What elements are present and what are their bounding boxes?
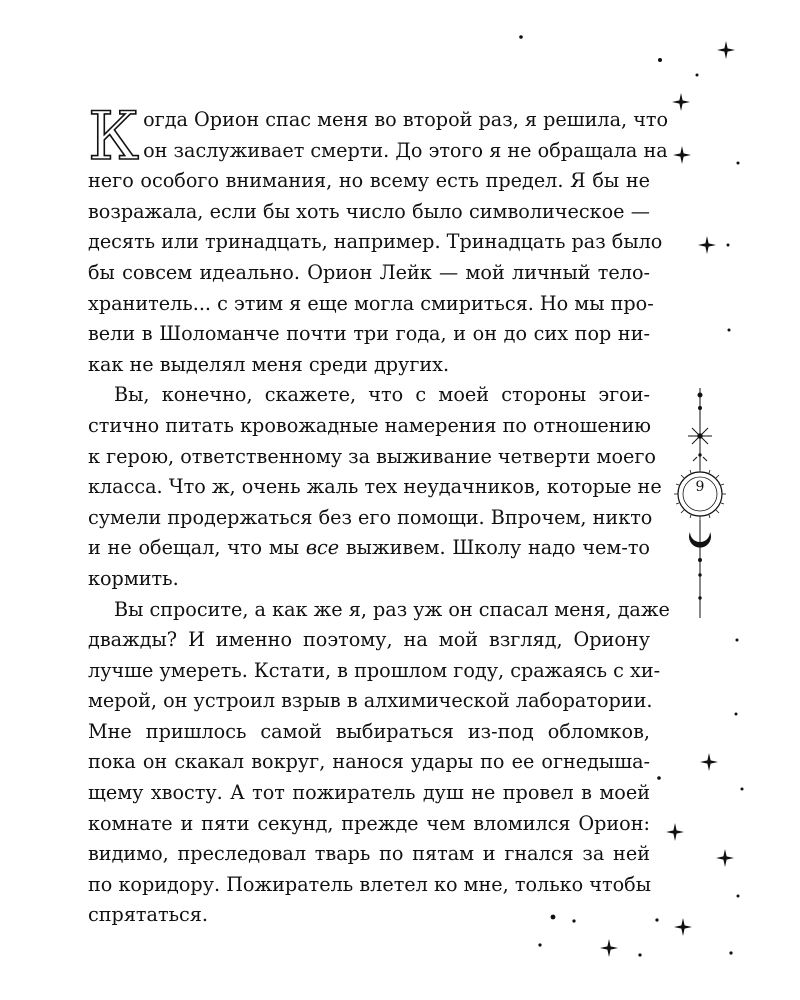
- star-icon: [716, 849, 734, 867]
- text-line: кормить.: [88, 566, 179, 590]
- text-line: Вы спросите, а как же я, раз уж он спасал меня, даже: [114, 597, 670, 621]
- text-line: как не выделял меня среди других.: [88, 352, 450, 376]
- star-icon: [698, 236, 716, 254]
- text-line: видимо, преследовал тварь по пятам и гнался за ней: [88, 842, 650, 866]
- text-segment: выживем. Школу надо чем-то: [339, 536, 650, 560]
- star-icon: [700, 753, 718, 771]
- text-line: Мне пришлось самой выбираться из-под обломков,: [88, 719, 650, 743]
- text-line: он заслуживает смерти. До этого я не обращала на: [143, 138, 668, 162]
- star-icon: [600, 939, 618, 957]
- text-line: стично питать кровожадные намерения по отношению: [88, 413, 652, 437]
- star-icon: [672, 93, 690, 111]
- text-line: [88, 533, 650, 564]
- paragraph-1: [88, 98, 669, 380]
- text-line: щему хвосту. А тот пожиратель душ не провел в моей: [88, 781, 650, 805]
- sun-moon-ornament-icon: [674, 388, 726, 618]
- text-line: дважды? И именно поэтому, на мой взгляд, Ориону: [88, 628, 650, 652]
- text-line: Вы, конечно, скажете, что с моей стороны эгои-: [114, 383, 650, 407]
- text-line: хранитель... с этим я еще могла смириться. Но мы про-: [88, 291, 654, 315]
- text-segment: и не обещал, что мы: [88, 536, 306, 560]
- text-line: бы совсем идеально. Орион Лейк — мой личный тело-: [88, 260, 650, 284]
- text-line: огда Орион спас меня во второй раз, я решила, что: [143, 108, 669, 131]
- text-line: возражала, если бы хоть число было символическое —: [88, 199, 650, 223]
- text-line: комнате и пяти секунд, прежде чем вломился Орион:: [88, 811, 650, 835]
- text-line: к герою, ответственному за выживание четверти моего: [88, 444, 656, 468]
- text-line: него особого внимания, но всему есть предел. Я бы не: [88, 169, 650, 193]
- star-icon: [666, 823, 684, 841]
- paragraph-2: [88, 380, 662, 594]
- page-number: 9: [695, 479, 705, 495]
- paragraph-3: [88, 595, 670, 932]
- star-icon: [717, 41, 735, 59]
- text-line: спрятаться.: [88, 903, 208, 927]
- text-line: мерой, он устроил взрыв в алхимической лаборатории.: [88, 689, 653, 713]
- star-icon: [674, 918, 692, 936]
- italic-word: все: [305, 536, 340, 560]
- text-line: десять или тринадцать, например. Тринадцать раз было: [88, 230, 663, 254]
- text-line: лучше умереть. Кстати, в прошлом году, сражаясь с хи-: [88, 658, 661, 682]
- text-line: по коридору. Пожиратель влетел ко мне, только чтобы: [88, 872, 651, 896]
- text-line: сумели продержаться без его помощи. Впрочем, никто: [88, 505, 653, 529]
- text-line: пока он скакал вокруг, нанося удары по ее огнедыша-: [88, 750, 650, 774]
- star-icon: [673, 146, 691, 164]
- text-line: класса. Что ж, очень жаль тех неудачников, которые не: [88, 475, 662, 499]
- body-text: [88, 98, 670, 931]
- text-line: вели в Шоломанче почти три года, и он до сих пор ни-: [88, 322, 650, 346]
- dropcap: К: [88, 98, 140, 175]
